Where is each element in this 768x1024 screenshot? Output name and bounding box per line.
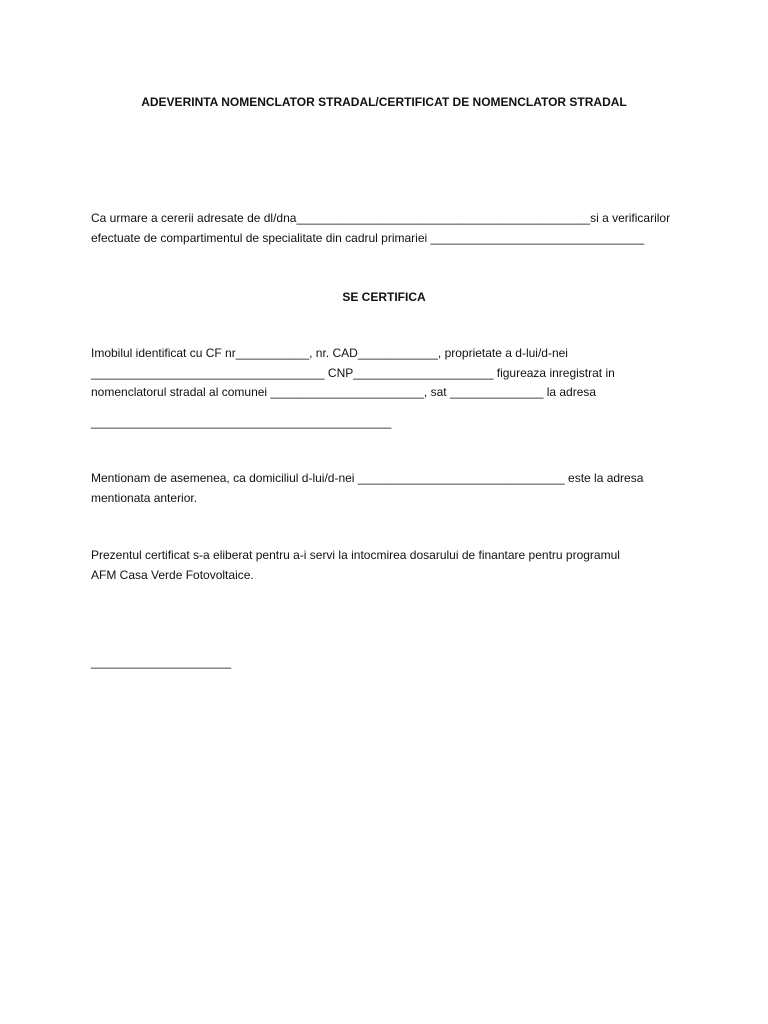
domicile-line-1: Mentionam de asemenea, ca domiciliul d-lui/d-nei _______________________________ este la adresa — [91, 471, 644, 485]
address-blank-line: _____________________________________________ — [91, 415, 392, 429]
document-title: ADEVERINTA NOMENCLATOR STRADAL/CERTIFICAT DE NOMENCLATOR STRADAL — [141, 95, 627, 109]
purpose-line-1: Prezentul certificat s-a eliberat pentru a-i servi la intocmirea dosarului de finantare pentru programul — [91, 548, 620, 562]
request-line-2: efectuate de compartimentul de specialitate din cadrul primariei ________________________________ — [91, 230, 645, 245]
certification-heading: SE CERTIFICA — [342, 290, 426, 304]
purpose-paragraph — [91, 546, 691, 585]
request-line-1: Ca urmare a cererii adresate de dl/dna____________________________________________si a verificarilor — [91, 211, 671, 225]
property-line-1: Imobilul identificat cu CF nr___________, nr. CAD____________, proprietate a d-lui/d-nei — [91, 346, 568, 360]
purpose-line-2: AFM Casa Verde Fotovoltaice. — [91, 567, 254, 582]
property-paragraph — [91, 344, 691, 403]
signature-line: _____________________ — [91, 655, 232, 669]
property-line-2: ___________________________________ CNP_____________________ figureaza inregistrat in — [91, 365, 615, 380]
domicile-line-2: mentionata anterior. — [91, 490, 198, 505]
property-line-3: nomenclatorul stradal al comunei _______________________, sat ______________ la adresa — [91, 385, 597, 399]
request-paragraph — [91, 209, 691, 248]
address-blank-paragraph — [91, 413, 691, 433]
domicile-paragraph — [91, 469, 691, 508]
